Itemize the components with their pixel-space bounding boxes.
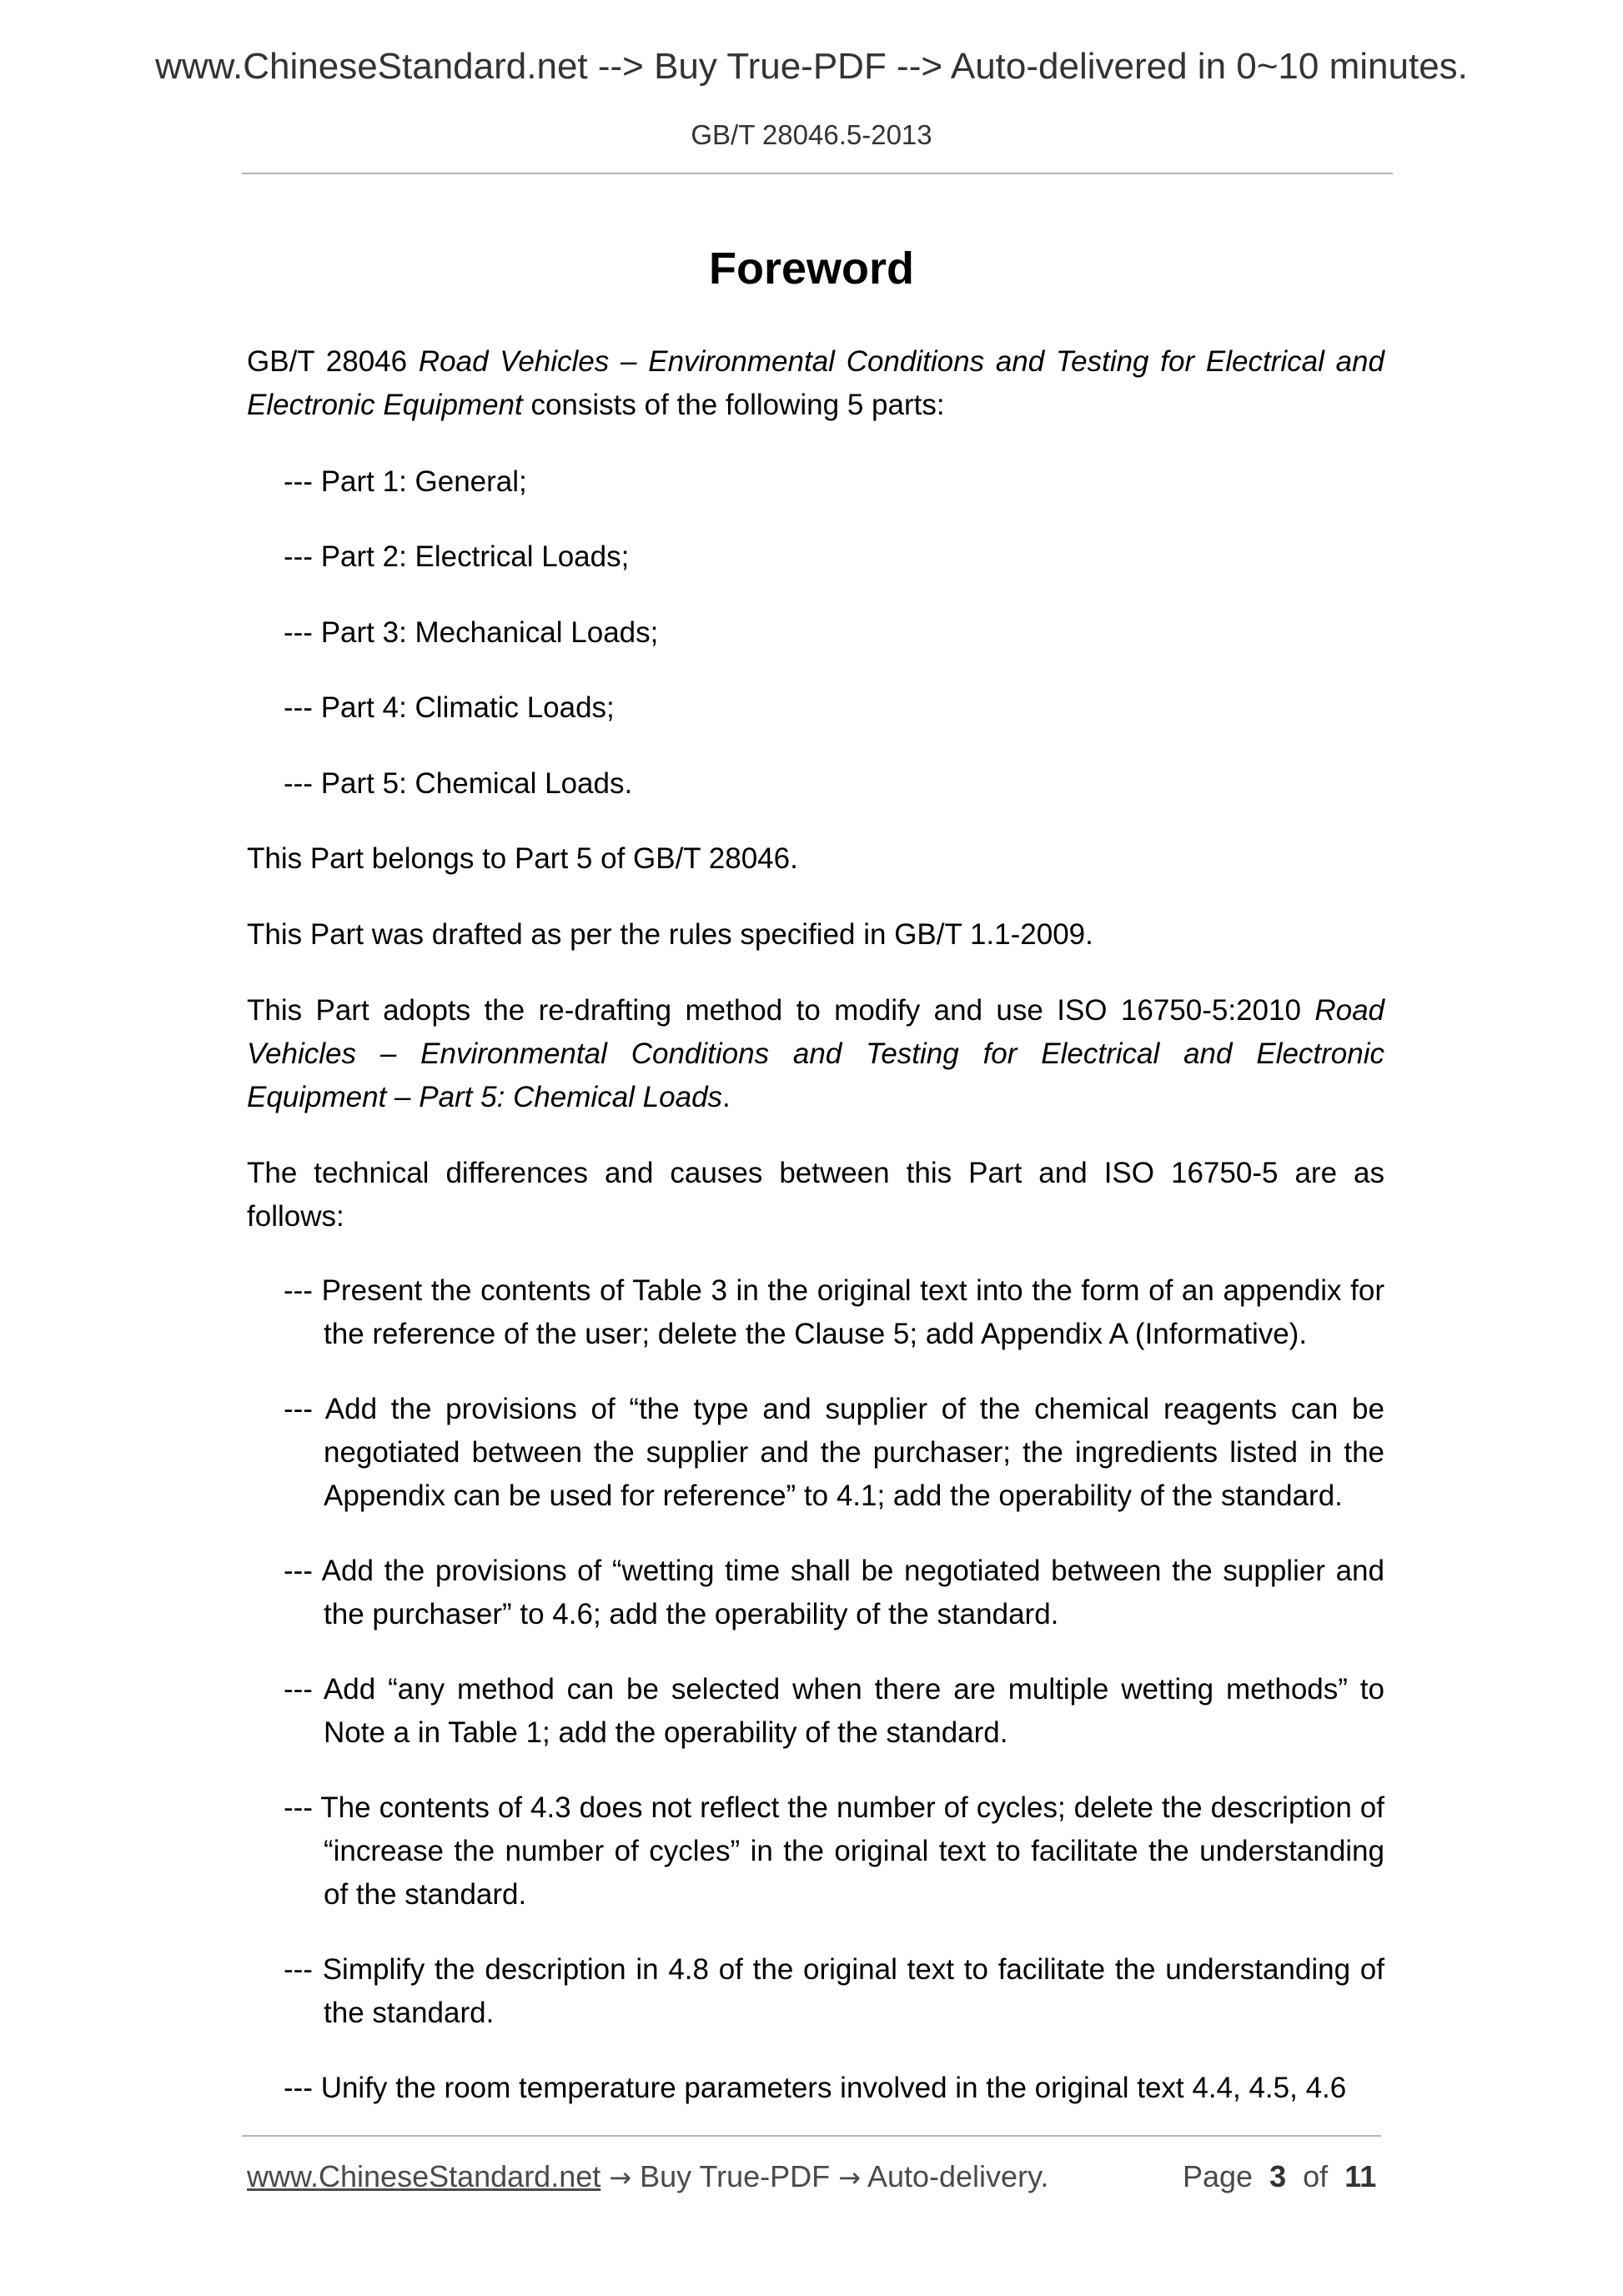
part-list-item: --- Part 1: General; bbox=[284, 465, 527, 498]
difference-item: --- Present the contents of Table 3 in the original text into the form of an appendix for the reference of the user; delete the Clause 5; add Appendix A (Informative). bbox=[284, 1274, 1384, 1350]
adopts-paragraph bbox=[247, 989, 1384, 1119]
of-label: of bbox=[1303, 2159, 1329, 2193]
page-number: 3 bbox=[1269, 2159, 1287, 2193]
differences-intro: The technical differences and causes between this Part and ISO 16750-5 are as follows: bbox=[247, 1157, 1384, 1233]
difference-item: --- Add the provisions of “the type and supplier of the chemical reagents can be negotiated between the supplier and the purchaser; the ingredients listed in the Appendix can be used for reference” to 4.1; add the operability of the standard. bbox=[284, 1393, 1384, 1512]
part-list-item: --- Part 4: Climatic Loads; bbox=[284, 691, 615, 724]
footer-site-link[interactable]: www.ChineseStandard.net bbox=[247, 2159, 601, 2193]
part-list-item: --- Part 3: Mechanical Loads; bbox=[284, 616, 659, 649]
difference-item: --- Add the provisions of “wetting time shall be negotiated between the supplier and the purchaser” to 4.6; add the operability of the standard. bbox=[284, 1555, 1384, 1630]
header-divider bbox=[242, 173, 1393, 174]
part-list-item: --- Part 2: Electrical Loads; bbox=[284, 540, 630, 573]
page-indicator bbox=[1183, 2155, 1376, 2198]
intro-paragraph bbox=[247, 340, 1384, 427]
footer-divider bbox=[242, 2135, 1381, 2137]
footer-buy-text: Buy True-PDF bbox=[631, 2159, 839, 2193]
page-total: 11 bbox=[1344, 2159, 1377, 2193]
intro-suffix: consists of the following 5 parts: bbox=[522, 389, 945, 421]
page-label: Page bbox=[1183, 2159, 1254, 2193]
drafted-paragraph: This Part was drafted as per the rules specified in GB/T 1.1-2009. bbox=[247, 918, 1093, 951]
arrow-right-icon: → bbox=[609, 2162, 632, 2193]
intro-standard-title: Road Vehicles – Environmental Conditions and Testing for Electrical and Electronic Equipment bbox=[247, 345, 1384, 421]
belongs-paragraph: This Part belongs to Part 5 of GB/T 28046. bbox=[247, 842, 798, 875]
document-id: GB/T 28046.5-2013 bbox=[691, 119, 932, 150]
adopts-prefix: This Part adopts the re-drafting method to modify and use ISO 16750-5:2010 bbox=[247, 994, 1315, 1027]
difference-item: --- Simplify the description in 4.8 of the original text to facilitate the understanding of the standard. bbox=[284, 1953, 1384, 2029]
arrow-right-icon: → bbox=[838, 2162, 861, 2193]
difference-item: --- Unify the room temperature parameters involved in the original text 4.4, 4.5, 4.6 bbox=[284, 2072, 1347, 2104]
top-banner: www.ChineseStandard.net --> Buy True-PDF --> Auto-delivered in 0~10 minutes. bbox=[155, 46, 1468, 87]
footer-promo bbox=[247, 2155, 1048, 2199]
page-title: Foreword bbox=[708, 244, 914, 294]
adopts-suffix: . bbox=[722, 1081, 731, 1113]
difference-item: --- Add “any method can be selected when there are multiple wetting methods” to Note a in Table 1; add the operability of the standard. bbox=[284, 1673, 1384, 1749]
footer-auto-text: Auto-delivery. bbox=[860, 2159, 1049, 2193]
part-list-item: --- Part 5: Chemical Loads. bbox=[284, 767, 633, 800]
intro-prefix: GB/T 28046 bbox=[247, 345, 419, 378]
adopts-standard-title: Road Vehicles – Environmental Conditions and Testing for Electrical and Electronic Equipment – Part 5: Chemical Loads bbox=[247, 994, 1384, 1113]
difference-item: --- The contents of 4.3 does not reflect the number of cycles; delete the description of “increase the number of cycles” in the original text to facilitate the understanding of the standard. bbox=[284, 1791, 1384, 1911]
